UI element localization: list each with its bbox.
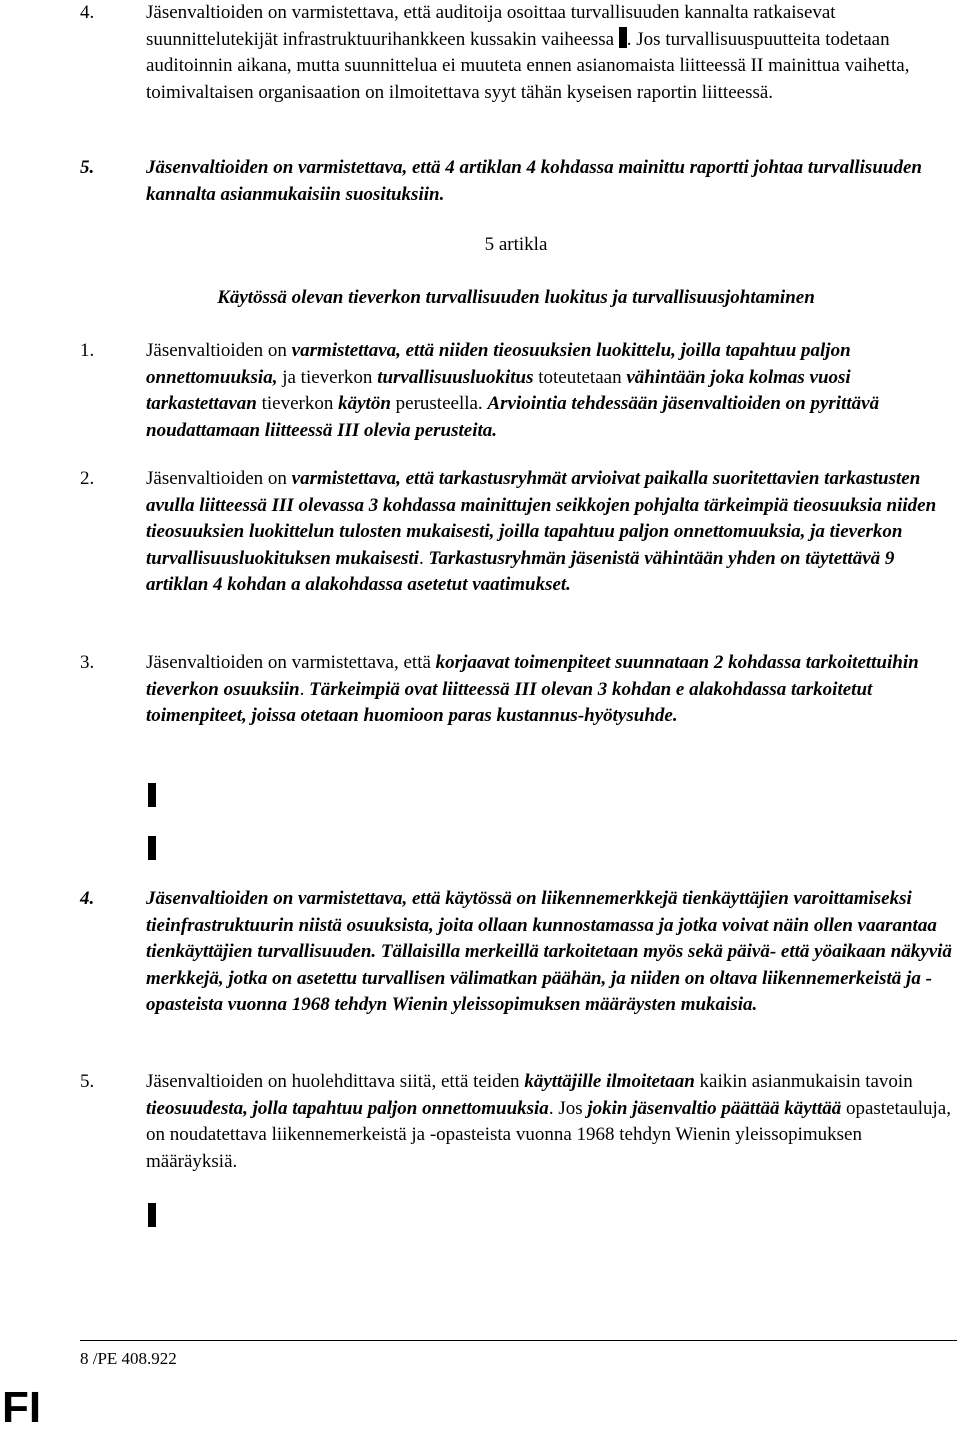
paragraph-number: 2. <box>80 468 95 489</box>
paragraph-number: 4. <box>80 888 95 909</box>
paragraph-body <box>146 466 952 599</box>
amended-text: Tarkastusryhmän jäsenistä vähintään yhden on täytettävä 9 artiklan 4 kohdan a alakohdassa asetetut vaatimukset. <box>146 547 895 595</box>
paragraph-text: . <box>418 547 429 569</box>
amended-text: vähintään joka kolmas vuosi tarkastettavan <box>146 366 851 414</box>
paragraph-text: kaikin asianmukaisin tavoin <box>694 1071 913 1092</box>
paragraph-4-signs <box>80 886 952 1019</box>
paragraph-text: Jäsenvaltioiden on varmistettava, että <box>146 652 436 673</box>
paragraph-number: 5. <box>80 157 95 178</box>
paragraph-text: perusteella. <box>390 393 488 414</box>
paragraph-text: Jäsenvaltioiden on <box>146 340 292 361</box>
footer-rule <box>80 1340 957 1341</box>
amended-text: jokin jäsenvaltio päättää käyttää <box>587 1097 842 1119</box>
amended-text: tieosuudesta, jolla tapahtuu paljon onnettomuuksia <box>146 1097 549 1119</box>
paragraph-body <box>146 0 952 106</box>
revision-marker-bar <box>148 1203 156 1227</box>
paragraph-3-corrective <box>80 650 952 730</box>
paragraph-text: . <box>299 678 310 700</box>
amended-text: varmistettava, että niiden tieosuuksien luokittelu, joilla tapahtuu paljon onnettomuuksia, <box>146 340 851 388</box>
paragraph-number: 4. <box>80 2 95 23</box>
amended-text: käyttäjille ilmoitetaan <box>524 1071 695 1092</box>
paragraph-text: tieverkon <box>256 393 339 414</box>
article-title: 5 artikla <box>484 234 548 255</box>
paragraph-text: . Jos <box>548 1097 588 1119</box>
article-heading: Käytössä olevan tieverkon turvallisuuden luokitus ja turvallisuusjohtaminen <box>217 287 815 308</box>
revision-marker-bar <box>148 836 156 860</box>
revision-marker-bar <box>148 783 156 807</box>
paragraph-body <box>146 886 952 1019</box>
paragraph-text: opastetauluja, on noudatettava liikennemerkeistä ja -opasteista vuonna 1968 tehdyn Wienin yleissopimuksen määräyksiä. <box>146 1097 951 1172</box>
paragraph-4-audit <box>80 0 952 106</box>
paragraph-body <box>146 650 952 730</box>
footer-page-reference: 8 /PE 408.922 <box>80 1349 177 1368</box>
paragraph-text: Jäsenvaltioiden on huolehdittava siitä, että teiden <box>146 1071 525 1092</box>
revision-marker-bar <box>619 27 627 48</box>
amended-text: korjaavat toimenpiteet suunnataan 2 kohdassa tarkoitettuihin tieverkon osuuksiin <box>146 652 919 700</box>
paragraph-1-classification <box>80 338 952 444</box>
paragraph-2-inspection <box>80 466 952 599</box>
paragraph-text: Jäsenvaltioiden on <box>146 468 292 489</box>
amended-text: käytön <box>338 393 391 414</box>
amended-text: Tärkeimpiä ovat liitteessä III olevan 3 kohdan e alakohdassa tarkoitetut toimenpiteet, joissa otetaan huomioon paras kustannus-hyötysuhde. <box>146 678 873 726</box>
paragraph-5-report <box>80 155 952 208</box>
paragraph-5-information <box>80 1069 952 1175</box>
paragraph-body <box>146 155 952 208</box>
amended-text: Arviointia tehdessään jäsenvaltioiden on pyrittävä noudattamaan liitteessä III olevia perusteita. <box>146 393 880 441</box>
paragraph-number: 5. <box>80 1071 95 1092</box>
paragraph-number: 3. <box>80 652 95 673</box>
amended-text: Jäsenvaltioiden on varmistettava, että 4 artiklan 4 kohdassa mainittu raportti johtaa turvallisuuden kannalta asianmukaisiin suosituksiin. <box>146 157 922 205</box>
paragraph-text: . Jos turvallisuuspuutteita todetaan auditoinnin aikana, mutta suunnittelua ei muuteta ennen asianomaista liitteessä II mainittua vaihetta, toimivaltaisen organisaation on ilmoitettava syyt tähän kyseisen raportin liitteessä. <box>146 28 910 103</box>
paragraph-body <box>146 1069 952 1175</box>
amended-text: turvallisuusluokitus <box>377 366 534 388</box>
paragraph-number: 1. <box>80 340 95 361</box>
amended-text: Jäsenvaltioiden on varmistettava, että käytössä on liikennemerkkejä tienkäyttäjien varoittamiseksi tieinfrastruktuurin niistä osuuksista, joita ollaan kunnostamassa ja jotka voivat näin ollen vaarantaa tienkäyttäjien turvallisuuden. Tällaisilla merkeillä tarkoitetaan myös sekä päivä- että yöaikaan näkyviä merkkejä, jotka on asetettu turvallisen välimatkan päähän, ja niiden on oltava liikennemerkeistä ja -opasteista vuonna 1968 tehdyn Wienin yleissopimuksen määräysten mukaisia. <box>146 888 952 1015</box>
paragraph-text: toteutetaan <box>533 366 627 388</box>
amended-text: varmistettava, että tarkastusryhmät arvioivat paikalla suoritettavien tarkastusten avulla liitteessä III olevassa 3 kohdassa mainittujen seikkojen pohjalta tärkeimpiä tieosuuksia niiden tieosuuksien luokittelun tulosten mukaisesti, joilla tapahtuu paljon onnettomuuksia, ja tieverkon turvallisuusluokituksen mukaisesti <box>146 468 937 569</box>
paragraph-body <box>146 338 952 444</box>
paragraph-text: Jäsenvaltioiden on varmistettava, että auditoija osoittaa turvallisuuden kannalta ratkaisevat suunnittelutekijät infrastruktuurihankkeen kussakin vaiheessa <box>146 2 836 50</box>
paragraph-text: ja tieverkon <box>277 366 378 388</box>
language-code: FI <box>2 1383 42 1432</box>
